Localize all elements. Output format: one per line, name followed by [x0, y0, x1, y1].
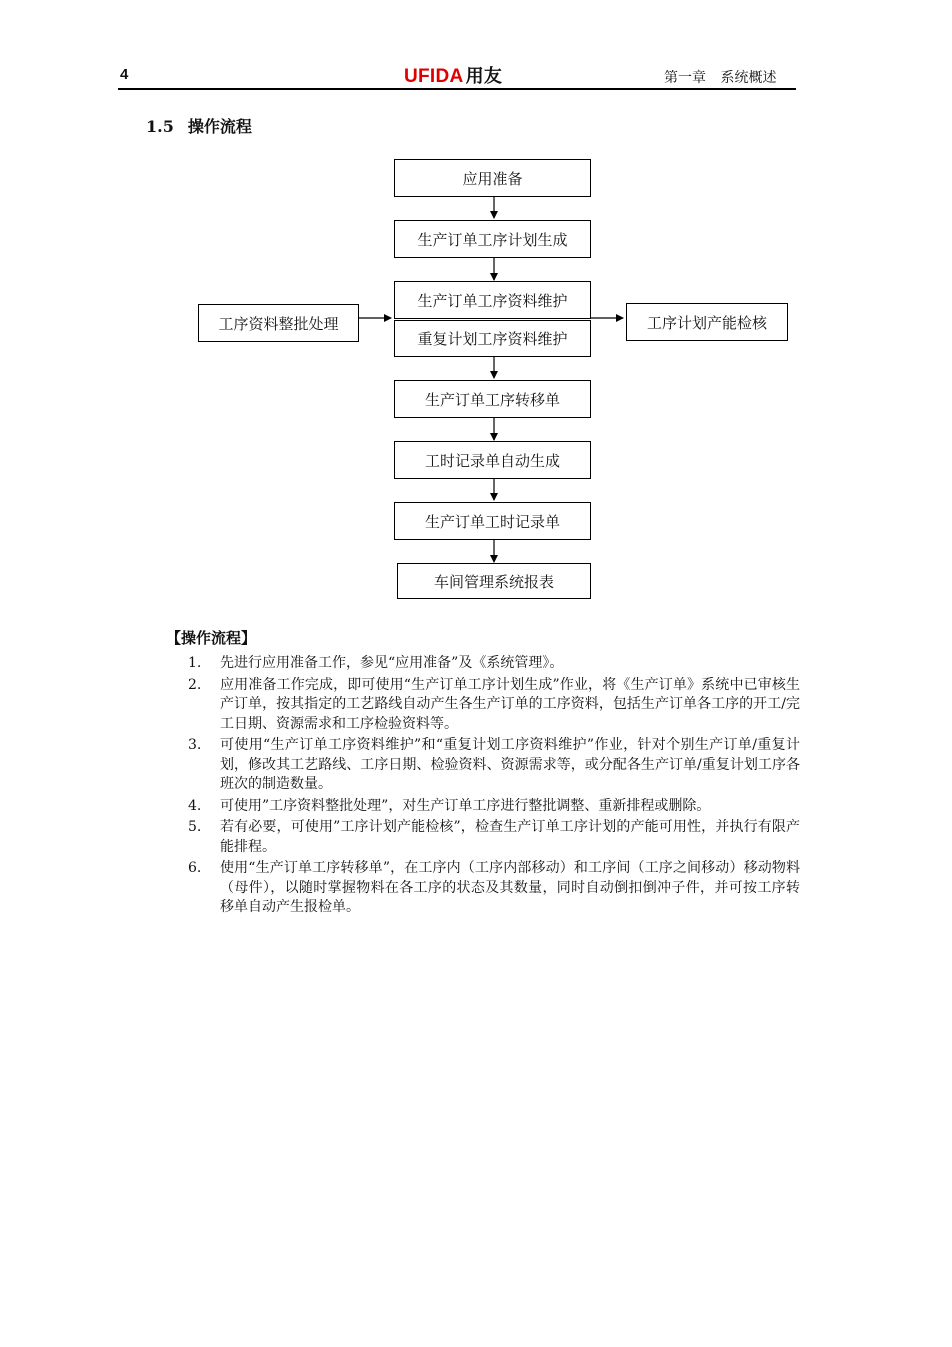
flow-box-transfer-label: 生产订单工序转移单 — [424, 390, 560, 409]
step-index: 6. — [188, 860, 202, 876]
list-item — [180, 736, 800, 795]
list-item — [180, 654, 800, 674]
list-item — [180, 859, 800, 918]
step-index: 2. — [188, 676, 202, 693]
flow-box-report-label: 车间管理系统报表 — [433, 572, 554, 591]
logo-brand-en: UFIDA — [404, 66, 464, 87]
step-index: 4. — [188, 797, 202, 814]
list-item — [180, 676, 800, 735]
flow-box-time-record-label: 生产订单工时记录单 — [424, 512, 560, 531]
flow-box-transfer — [394, 380, 591, 418]
flow-box-prepare — [394, 159, 591, 197]
flow-box-time-auto-label: 工时记录单自动生成 — [424, 451, 560, 470]
section-title-text: 操作流程 — [187, 117, 252, 136]
step-text: 可使用”工序资料整批处理”，对生产订单工序进行整批调整、重新排程或删除。 — [220, 797, 711, 814]
flow-box-order-maintain-label: 生产订单工序资料维护 — [417, 291, 568, 310]
flow-box-plan-generate — [394, 220, 591, 258]
flow-box-report — [397, 563, 591, 599]
flow-box-repeat-maintain — [394, 320, 591, 357]
step-index: 1. — [188, 655, 202, 671]
list-item — [180, 797, 800, 817]
flow-box-capacity-check-label: 工序计划产能检核 — [646, 313, 767, 332]
page-number: 4 — [120, 66, 129, 83]
step-index: 5. — [188, 819, 202, 835]
logo-brand-cn: 用友 — [465, 66, 503, 86]
steps-list — [180, 654, 800, 920]
step-index: 3. — [188, 737, 202, 753]
ops-title: 【操作流程】 — [166, 629, 257, 647]
flow-box-prepare-label: 应用准备 — [462, 169, 523, 188]
flow-box-capacity-check — [626, 303, 788, 341]
step-text: 先进行应用准备工作，参见“应用准备”及《系统管理》。 — [220, 655, 564, 671]
step-text: 可使用“生产订单工序资料维护”和“重复计划工序资料维护”作业，针对个别生产订单/重复计划，修改其工艺路线、工序日期、检验资料、资源需求等，或分配各生产订单/重复计划工序各班次的制造数量。 — [220, 737, 800, 792]
flow-box-batch-process — [198, 304, 359, 342]
flow-box-time-record — [394, 502, 591, 540]
flow-box-order-maintain — [394, 281, 591, 319]
section-number: 1.5 — [146, 117, 174, 136]
flow-box-time-auto — [394, 441, 591, 479]
flow-box-repeat-maintain-label: 重复计划工序资料维护 — [417, 330, 568, 348]
flowchart — [0, 0, 952, 620]
step-text: 若有必要，可使用”工序计划产能检核”，检查生产订单工序计划的产能可用性，并执行有限产能排程。 — [220, 819, 800, 855]
step-text: 应用准备工作完成，即可使用“生产订单工序计划生成”作业，将《生产订单》系统中已审核生产订单，按其指定的工艺路线自动产生各生产订单的工序资料，包括生产订单各工序的开工/完工日期、资源需求和工序检验资料等。 — [220, 676, 800, 732]
flow-box-batch-process-label: 工序资料整批处理 — [218, 314, 339, 333]
flow-box-plan-generate-label: 生产订单工序计划生成 — [417, 230, 568, 249]
step-text: 使用“生产订单工序转移单”，在工序内（工序内部移动）和工序间（工序之间移动）移动物料（母件），以随时掌握物料在各工序的状态及其数量，同时自动倒扣倒冲子件，并可按工序转移单自动产生报检单。 — [220, 860, 800, 915]
list-item — [180, 818, 800, 857]
chapter-title: 第一章 系统概述 — [664, 70, 777, 86]
